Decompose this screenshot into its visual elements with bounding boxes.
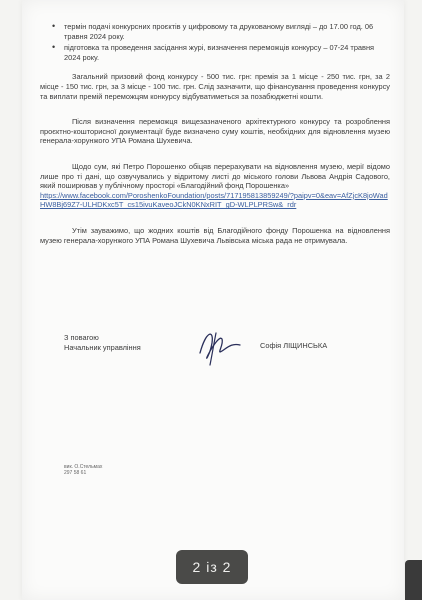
corner-button[interactable] <box>405 560 422 600</box>
signature-block <box>42 331 392 371</box>
executor-name: вик. О.Стельмах <box>64 464 103 470</box>
position-text: Начальник управління <box>64 342 141 352</box>
executor-phone: 297 58 61 <box>64 470 87 476</box>
after-paragraph: Після визначення переможця вищезазначеного архітектурного конкурсу та розроблення проєктно-кошторисної документації буде визначено суму коштів, необхідних для відновлення музею генерала-хорунжого УПА Романа Шухевича. <box>40 117 390 146</box>
letter-body <box>40 22 390 245</box>
signer-name: Софія ЛІЩИНСЬКА <box>260 341 328 350</box>
final-paragraph: Утім зауважимо, що жодних коштів від Благодійного фонду Порошенка на відновлення музею генерала-хорунжого УПА Романа Шухевича Львівська міська рада не отримувала. <box>40 225 390 245</box>
facebook-link[interactable]: https://www.facebook.com/PoroshenkoFoundation/posts/717195813859249/?paipv=0&eav=AfZjcK8joWadHW8Bj69Z7-ULHDKxc5T_cs15ivuKaveoJCkN0KNxRIT_gD-WLPLPRSw&_rdr <box>40 190 388 210</box>
regards-text: З повагою <box>64 333 99 342</box>
list-item: • термін подачі конкурсних проєктів у цифровому та друкованому вигляді – до 17.00 год. 06 травня 2024 року. <box>64 22 390 41</box>
prize-paragraph: Загальний призовий фонд конкурсу - 500 тис. грн: премія за 1 місце - 250 тис. грн, за 2 місце - 150 тис. грн, за 3 місце - 100 тис. грн. Слід зазначити, що фінансування проведення конкурсу та виплати премій переможцям конкурсу відбуватиметься за позабюджетні кошти. <box>40 72 390 101</box>
deadline-list <box>40 22 390 62</box>
executor-info <box>64 464 102 476</box>
sums-paragraph: Щодо сум, які Петро Порошенко обіцяв перерахувати на відновлення музею, мерії відомо лише про ті дані, що озвучувались у відритому листі до міського голови Львова Андрія Садового, який поширював у публічному просторі «Благодійний фонд Порошенка» <box>40 161 390 191</box>
list-item: • підготовка та проведення засідання журі, визначення переможців конкурсу – 07-24 травня 2024 року. <box>64 43 390 62</box>
page-indicator: 2 із 2 <box>176 550 248 584</box>
handwritten-signature <box>192 325 248 367</box>
